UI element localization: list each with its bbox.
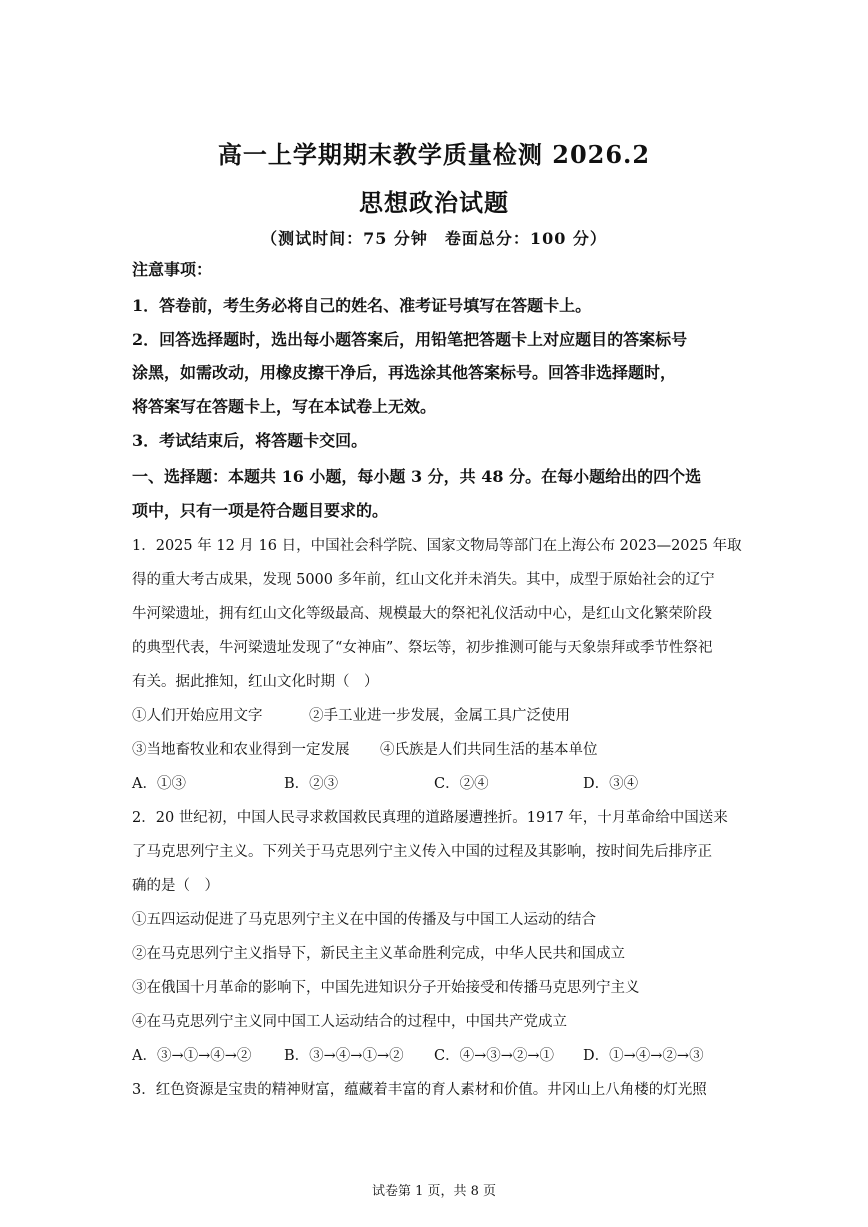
q1-stem-line: 有关。据此推知，红山文化时期（ ） <box>132 674 379 690</box>
q1-item: ②手工业进一步发展，金属工具广泛使用 <box>309 708 570 724</box>
q1-option-b: B．②③ <box>284 776 339 792</box>
note-line: 2．回答选择题时，选出每小题答案后，用铅笔把答题卡上对应题目的答案标号 <box>132 330 688 349</box>
note-line: 3．考试结束后，将答题卡交回。 <box>132 431 368 450</box>
q1-item: ①人们开始应用文字 <box>132 708 263 724</box>
q2-stem-line: 确的是（ ） <box>132 878 219 894</box>
q2-stem-line: 2．20 世纪初，中国人民寻求救国救民真理的道路屡遭挫折。1917 年，十月革命给中国送来 <box>132 810 728 826</box>
q2-option-a: A．③→①→④→② <box>132 1048 252 1064</box>
exam-title: 高一上学期期末教学质量检测 2026.2 <box>217 140 651 169</box>
q2-stem-line: 了马克思列宁主义。下列关于马克思列宁主义传入中国的过程及其影响，按时间先后排序正 <box>132 844 712 860</box>
note-line: 1．答卷前，考生务必将自己的姓名、准考证号填写在答题卡上。 <box>132 296 592 315</box>
q2-item: ②在马克思列宁主义指导下，新民主主义革命胜利完成，中华人民共和国成立 <box>132 946 625 962</box>
q2-item: ③在俄国十月革命的影响下，中国先进知识分子开始接受和传播马克思列宁主义 <box>132 980 640 996</box>
q1-option-a: A．①③ <box>132 776 186 792</box>
q1-item: ④氏族是人们共同生活的基本单位 <box>380 742 598 758</box>
exam-info: （测试时间：75 分钟 卷面总分：100 分） <box>261 229 607 248</box>
q1-stem-line: 1．2025 年 12 月 16 日，中国社会科学院、国家文物局等部门在上海公布 2023—2025 年取 <box>132 538 742 554</box>
page-footer: 试卷第 1 页，共 8 页 <box>371 1184 497 1199</box>
q1-option-c: C．②④ <box>434 776 489 792</box>
q2-option-d: D．①→④→②→③ <box>583 1048 704 1064</box>
q1-option-d: D．③④ <box>583 776 639 792</box>
notes-heading: 注意事项： <box>132 260 213 279</box>
q1-stem-line: 的典型代表，牛河梁遗址发现了“女神庙”、祭坛等，初步推测可能与天象崇拜或季节性祭祀 <box>132 640 713 656</box>
q3-stem-line: 3．红色资源是宝贵的精神财富，蕴藏着丰富的育人素材和价值。井冈山上八角楼的灯光照 <box>132 1082 707 1098</box>
q2-item: ①五四运动促进了马克思列宁主义在中国的传播及与中国工人运动的结合 <box>132 912 596 928</box>
q2-item: ④在马克思列宁主义同中国工人运动结合的过程中，中国共产党成立 <box>132 1014 567 1030</box>
q2-option-b: B．③→④→①→② <box>284 1048 404 1064</box>
exam-subject: 思想政治试题 <box>359 188 509 217</box>
q2-option-c: C．④→③→②→① <box>434 1048 555 1064</box>
section-heading: 一、选择题：本题共 16 小题，每小题 3 分，共 48 分。在每小题给出的四个选 <box>132 467 702 486</box>
note-line: 涂黑，如需改动，用橡皮擦干净后，再选涂其他答案标号。回答非选择题时， <box>132 363 677 382</box>
note-line: 将答案写在答题卡上，写在本试卷上无效。 <box>132 397 437 416</box>
section-heading: 项中，只有一项是符合题目要求的。 <box>132 501 389 520</box>
q1-stem-line: 得的重大考古成果，发现 5000 多年前，红山文化并未消失。其中，成型于原始社会的辽宁 <box>132 572 715 588</box>
q1-stem-line: 牛河梁遗址，拥有红山文化等级最高、规模最大的祭祀礼仪活动中心，是红山文化繁荣阶段 <box>132 606 712 622</box>
q1-item: ③当地畜牧业和农业得到一定发展 <box>132 742 350 758</box>
